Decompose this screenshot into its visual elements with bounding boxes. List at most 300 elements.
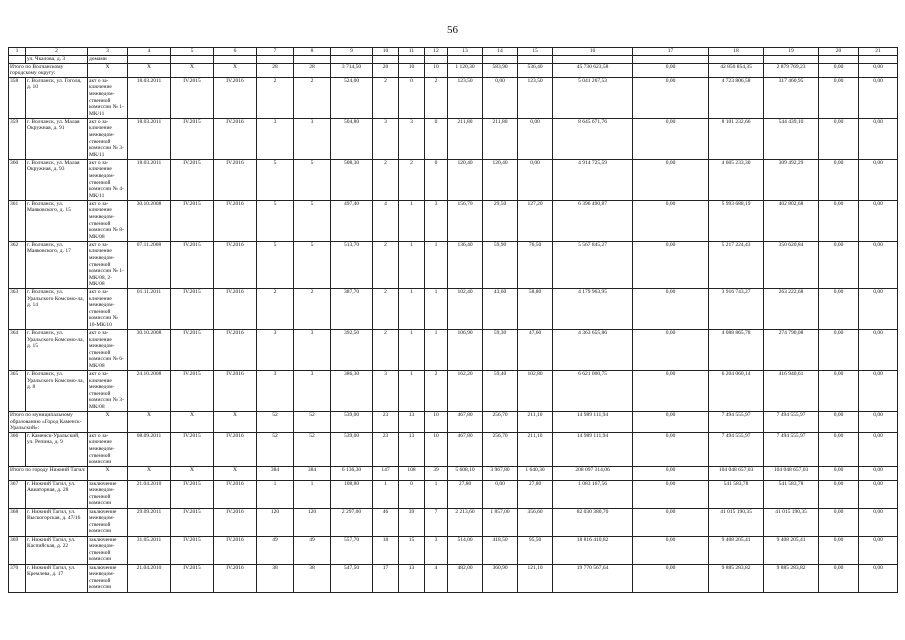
subtotal-value: 7 494 555,97 bbox=[764, 411, 819, 432]
subtotal-label: Итого по муниципальному образованию «Город Каменск-Уральский»: bbox=[9, 411, 88, 432]
value-cell: 5 bbox=[257, 159, 294, 200]
value-cell: 309 492,29 bbox=[764, 159, 819, 200]
value-cell: 4 723 806,58 bbox=[709, 77, 764, 118]
value-cell: 1 bbox=[425, 241, 448, 288]
value-cell: 5 bbox=[294, 200, 331, 241]
value-cell: 120 bbox=[294, 508, 331, 536]
table-row bbox=[9, 480, 898, 508]
subtotal-value: X bbox=[214, 411, 257, 432]
row-number-cell bbox=[9, 56, 26, 64]
subtotal-value: 52 bbox=[294, 411, 331, 432]
value-cell: 41 015 190,35 bbox=[709, 508, 764, 536]
value-cell: 121,10 bbox=[518, 564, 553, 592]
address-cell: г. Волчанск, ул. Маяковского, д. 17 bbox=[26, 241, 88, 288]
value-cell: IV.2016 bbox=[214, 508, 257, 536]
value-cell: 387,70 bbox=[331, 288, 373, 329]
subtotal-value: 0,00 bbox=[633, 466, 709, 480]
value-cell: 0,00 bbox=[633, 480, 709, 508]
column-number-cell: 7 bbox=[257, 48, 294, 56]
value-cell: 547,50 bbox=[331, 564, 373, 592]
value-cell: 3 bbox=[257, 329, 294, 370]
value-cell: 9 408 205,41 bbox=[709, 536, 764, 564]
value-cell: 0,00 bbox=[633, 536, 709, 564]
value-cell: IV.2016 bbox=[214, 77, 257, 118]
value-cell: 7 bbox=[425, 508, 448, 536]
value-cell: 0,00 bbox=[483, 77, 518, 118]
subtotal-label: Итого по городу Нижний Тагил: bbox=[9, 466, 88, 480]
document-cell: акт о за-ключение межведом-ственной комиссии № 4-МК/11 bbox=[88, 159, 128, 200]
row-number-cell: 361 bbox=[9, 200, 26, 241]
value-cell: 1 bbox=[425, 288, 448, 329]
value-cell: 0,00 bbox=[859, 159, 898, 200]
column-number-cell: 19 bbox=[764, 48, 819, 56]
value-cell: 0,00 bbox=[633, 159, 709, 200]
value-cell: 402 802,68 bbox=[764, 200, 819, 241]
value-cell: 5 217 224,43 bbox=[709, 241, 764, 288]
row-number-cell: 358 bbox=[9, 77, 26, 118]
value-cell: 5 567 845,27 bbox=[553, 241, 633, 288]
value-cell: 0 bbox=[399, 77, 425, 118]
subtotal-value: 42 850 854,35 bbox=[709, 63, 764, 77]
subtotal-value: 52 bbox=[257, 411, 294, 432]
value-cell: 211,80 bbox=[483, 118, 518, 159]
subtotal-value: 3 714,50 bbox=[331, 63, 373, 77]
subtotal-value: 384 bbox=[294, 466, 331, 480]
value-cell: 10 bbox=[425, 432, 448, 466]
value-cell: 13 bbox=[399, 432, 425, 466]
subtotal-value: X bbox=[214, 63, 257, 77]
value-cell: 0,00 bbox=[859, 200, 898, 241]
value-cell: IV.2016 bbox=[214, 159, 257, 200]
subtotal-value: 10 bbox=[425, 411, 448, 432]
value-cell: 2 bbox=[373, 159, 399, 200]
value-cell: 1 bbox=[399, 288, 425, 329]
address-cell: г. Нижний Тагил, ул. Кремлева, д. 17 bbox=[26, 564, 88, 592]
column-number-cell: 11 bbox=[399, 48, 425, 56]
row-number-cell: 363 bbox=[9, 288, 26, 329]
value-cell: IV.2016 bbox=[214, 432, 257, 466]
address-cell: г. Нижний Тагил, ул. Каспийская, д. 22 bbox=[26, 536, 88, 564]
value-cell: 211,10 bbox=[518, 432, 553, 466]
value-cell: 0 bbox=[425, 118, 448, 159]
value-cell: 9 408 205,41 bbox=[764, 536, 819, 564]
value-cell: 7 494 555,97 bbox=[709, 432, 764, 466]
address-cell: г. Нижний Тагил, ул. Авиаторная, д. 28 bbox=[26, 480, 88, 508]
subtotal-value: 108 bbox=[399, 466, 425, 480]
value-cell: 1 bbox=[425, 329, 448, 370]
value-cell: 4 914 725,59 bbox=[553, 159, 633, 200]
subtotal-value: X bbox=[214, 466, 257, 480]
subtotal-value: 104 048 657,03 bbox=[709, 466, 764, 480]
value-cell: 0,00 bbox=[859, 480, 898, 508]
value-cell: 1 bbox=[425, 480, 448, 508]
value-cell: 1 bbox=[399, 329, 425, 370]
value-cell: 2 297,00 bbox=[331, 508, 373, 536]
value-cell: 4 088 865,78 bbox=[709, 329, 764, 370]
value-cell: 52 bbox=[294, 432, 331, 466]
value-cell: 123,50 bbox=[448, 77, 483, 118]
column-number-cell: 6 bbox=[214, 48, 257, 56]
value-cell: 3 bbox=[373, 370, 399, 411]
subtotal-row bbox=[9, 466, 898, 480]
value-cell: 0,00 bbox=[819, 432, 859, 466]
column-number-cell: 20 bbox=[819, 48, 859, 56]
value-cell: IV.2015 bbox=[171, 508, 214, 536]
value-cell: 108,80 bbox=[331, 480, 373, 508]
value-cell: 13 bbox=[399, 564, 425, 592]
value-cell: 5 041 267,53 bbox=[553, 77, 633, 118]
value-cell: 4 179 963,95 bbox=[553, 288, 633, 329]
value-cell: 01.11.2011 bbox=[128, 288, 171, 329]
table-row-continued bbox=[9, 56, 898, 64]
value-cell: 59,30 bbox=[483, 329, 518, 370]
value-cell: 29,50 bbox=[483, 200, 518, 241]
value-cell: IV.2016 bbox=[214, 118, 257, 159]
value-cell: 0 bbox=[399, 480, 425, 508]
value-cell: 513,70 bbox=[331, 241, 373, 288]
subtotal-value: 3 967,80 bbox=[483, 466, 518, 480]
value-cell: 29.09.2011 bbox=[128, 508, 171, 536]
value-cell: 18.03.2011 bbox=[128, 77, 171, 118]
subtotal-value: X bbox=[171, 63, 214, 77]
subtotal-label: Итого по Волчанскому городскому округу: bbox=[9, 63, 88, 77]
value-cell: 46 bbox=[373, 508, 399, 536]
value-cell: 0,00 bbox=[819, 480, 859, 508]
value-cell: 102,80 bbox=[518, 370, 553, 411]
address-cell: г. Волчанск, ул. Уральского Комсомо-ла, д. 14 bbox=[26, 288, 88, 329]
value-cell: IV.2016 bbox=[214, 480, 257, 508]
value-cell: 0,00 bbox=[633, 564, 709, 592]
value-cell: IV.2015 bbox=[171, 480, 214, 508]
value-cell: 0,00 bbox=[819, 329, 859, 370]
value-cell: 49 bbox=[257, 536, 294, 564]
value-cell: 350 620,84 bbox=[764, 241, 819, 288]
value-cell: 39 bbox=[399, 508, 425, 536]
value-cell: 38 bbox=[294, 564, 331, 592]
value-cell: 0,00 bbox=[633, 118, 709, 159]
value-cell: 416 940,61 bbox=[764, 370, 819, 411]
subtotal-value: X bbox=[128, 63, 171, 77]
value-cell: 6 621 000,75 bbox=[553, 370, 633, 411]
value-cell: 120,40 bbox=[448, 159, 483, 200]
value-cell: 0,00 bbox=[819, 159, 859, 200]
value-cell: 386,30 bbox=[331, 370, 373, 411]
value-cell: IV.2016 bbox=[214, 370, 257, 411]
document-cell: заключение межведом-ственной комиссии bbox=[88, 480, 128, 508]
value-cell: IV.2015 bbox=[171, 329, 214, 370]
value-cell: 0,00 bbox=[859, 288, 898, 329]
subtotal-value: 0,00 bbox=[859, 63, 898, 77]
document-cell: заключение межведом-ственной комиссии bbox=[88, 564, 128, 592]
value-cell: 0,00 bbox=[859, 536, 898, 564]
value-cell: 2 bbox=[425, 370, 448, 411]
value-cell: 0,00 bbox=[819, 370, 859, 411]
value-cell: 541 583,78 bbox=[709, 480, 764, 508]
value-cell: 2 bbox=[373, 77, 399, 118]
value-cell: 0,00 bbox=[633, 508, 709, 536]
housing-program-table bbox=[8, 47, 898, 593]
table-row bbox=[9, 200, 898, 241]
row-number-cell: 367 bbox=[9, 480, 26, 508]
row-number-cell: 369 bbox=[9, 536, 26, 564]
column-number-cell: 5 bbox=[171, 48, 214, 56]
value-cell: 3 916 743,27 bbox=[709, 288, 764, 329]
table-row bbox=[9, 370, 898, 411]
subtotal-value: X bbox=[171, 466, 214, 480]
value-cell: 0,00 bbox=[633, 329, 709, 370]
value-cell: 2 bbox=[373, 288, 399, 329]
value-cell: 482,00 bbox=[448, 564, 483, 592]
subtotal-value: 45 730 623,58 bbox=[553, 63, 633, 77]
subtotal-value: X bbox=[88, 411, 128, 432]
value-cell: 0,00 bbox=[859, 329, 898, 370]
table-row bbox=[9, 77, 898, 118]
value-cell: 467,80 bbox=[448, 432, 483, 466]
address-cell: г. Волчанск, ул. Малая Окружная, д. 91 bbox=[26, 118, 88, 159]
subtotal-value: 0,00 bbox=[859, 466, 898, 480]
value-cell: 76,50 bbox=[518, 241, 553, 288]
value-cell: 07.11.2008 bbox=[128, 241, 171, 288]
value-cell: 557,70 bbox=[331, 536, 373, 564]
row-number-cell: 366 bbox=[9, 432, 26, 466]
address-cell: г. Волчанск, ул. Малая Окружная, д. 93 bbox=[26, 159, 88, 200]
value-cell: 5 bbox=[294, 241, 331, 288]
subtotal-value: 0,00 bbox=[633, 411, 709, 432]
value-cell: 360,90 bbox=[483, 564, 518, 592]
value-cell: 3 bbox=[257, 118, 294, 159]
value-cell: 43,60 bbox=[483, 288, 518, 329]
value-cell: 59,90 bbox=[483, 241, 518, 288]
document-cell: акт о за-ключение межведом-ственной комиссии № 3-МК/08 bbox=[88, 370, 128, 411]
row-number-cell: 360 bbox=[9, 159, 26, 200]
value-cell: IV.2015 bbox=[171, 77, 214, 118]
value-cell: IV.2015 bbox=[171, 536, 214, 564]
subtotal-value: 384 bbox=[257, 466, 294, 480]
table-row bbox=[9, 288, 898, 329]
subtotal-value: X bbox=[171, 411, 214, 432]
value-cell: 2 bbox=[425, 77, 448, 118]
value-cell: 392,50 bbox=[331, 329, 373, 370]
row-number-cell: 364 bbox=[9, 329, 26, 370]
subtotal-value: 0,00 bbox=[819, 63, 859, 77]
value-cell: IV.2016 bbox=[214, 288, 257, 329]
value-cell: 18.03.2011 bbox=[128, 159, 171, 200]
value-cell: 08.09.2011 bbox=[128, 432, 171, 466]
value-cell: 58,80 bbox=[518, 288, 553, 329]
subtotal-value: 1 120,30 bbox=[448, 63, 483, 77]
value-cell: 0,00 bbox=[859, 241, 898, 288]
value-cell: 0,00 bbox=[859, 118, 898, 159]
value-cell: 0,00 bbox=[819, 288, 859, 329]
value-cell: 0,00 bbox=[819, 77, 859, 118]
value-cell: IV.2016 bbox=[214, 241, 257, 288]
value-cell: 5 bbox=[257, 200, 294, 241]
value-cell: 136,40 bbox=[448, 241, 483, 288]
value-cell: 3 bbox=[425, 536, 448, 564]
value-cell: 106,90 bbox=[448, 329, 483, 370]
subtotal-row bbox=[9, 411, 898, 432]
value-cell: 1 857,00 bbox=[483, 508, 518, 536]
subtotal-value: X bbox=[128, 466, 171, 480]
value-cell: 1 bbox=[399, 241, 425, 288]
value-cell: IV.2015 bbox=[171, 118, 214, 159]
value-cell: 0,00 bbox=[633, 77, 709, 118]
value-cell: 539,00 bbox=[331, 432, 373, 466]
value-cell: 15 bbox=[399, 536, 425, 564]
value-cell: 0,00 bbox=[859, 508, 898, 536]
value-cell: 5 bbox=[294, 159, 331, 200]
value-cell: 0,00 bbox=[859, 77, 898, 118]
table-row bbox=[9, 536, 898, 564]
subtotal-value: 536,40 bbox=[518, 63, 553, 77]
subtotal-value: 39 bbox=[425, 466, 448, 480]
address-cell: г. Волчанск, ул. Гоголя, д. 10 bbox=[26, 77, 88, 118]
document-cell: акт о за-ключение межведом-ственной комиссии № 8-МК/08 bbox=[88, 200, 128, 241]
value-cell: 95,50 bbox=[518, 536, 553, 564]
value-cell: 3 bbox=[294, 370, 331, 411]
value-cell: IV.2016 bbox=[214, 536, 257, 564]
value-cell: 2 bbox=[373, 329, 399, 370]
value-cell: 0,00 bbox=[633, 288, 709, 329]
value-cell: 18 bbox=[373, 536, 399, 564]
column-number-cell: 9 bbox=[331, 48, 373, 56]
value-cell: 8 101 232,66 bbox=[709, 118, 764, 159]
row-number-cell: 370 bbox=[9, 564, 26, 592]
value-cell: 1 bbox=[399, 370, 425, 411]
subtotal-value: 583,90 bbox=[483, 63, 518, 77]
value-cell: 47,60 bbox=[518, 329, 553, 370]
value-cell: 7 494 555,97 bbox=[764, 432, 819, 466]
value-cell: 3 bbox=[373, 118, 399, 159]
row-number-cell: 359 bbox=[9, 118, 26, 159]
value-cell: 0,00 bbox=[819, 536, 859, 564]
value-cell: 504,80 bbox=[331, 118, 373, 159]
document-cell: акт о за-ключение межведом-ственной комиссии № 3-МК/11 bbox=[88, 118, 128, 159]
value-cell: 514,00 bbox=[448, 536, 483, 564]
value-cell: IV.2015 bbox=[171, 564, 214, 592]
value-cell: 4 363 655,86 bbox=[553, 329, 633, 370]
value-cell: 0,00 bbox=[633, 200, 709, 241]
address-cell: ул. Чкалова, д. 3 bbox=[26, 56, 88, 64]
value-cell: 544 439,10 bbox=[764, 118, 819, 159]
table-row bbox=[9, 159, 898, 200]
value-cell: 120 bbox=[257, 508, 294, 536]
subtotal-value: 147 bbox=[373, 466, 399, 480]
subtotal-value: 539,00 bbox=[331, 411, 373, 432]
subtotal-value: 10 bbox=[399, 63, 425, 77]
value-cell: IV.2015 bbox=[171, 200, 214, 241]
table-row bbox=[9, 118, 898, 159]
value-cell: 3 bbox=[399, 118, 425, 159]
value-cell: 317 460,95 bbox=[764, 77, 819, 118]
table-row bbox=[9, 241, 898, 288]
value-cell: 0,00 bbox=[819, 564, 859, 592]
value-cell: 127,20 bbox=[518, 200, 553, 241]
value-cell: 2 bbox=[257, 77, 294, 118]
document-cell: домами bbox=[88, 56, 128, 64]
address-cell: г. Волчанск, ул. Маяковского, д. 15 bbox=[26, 200, 88, 241]
address-cell: г. Каменск-Уральский, ул. Репина, д. 9 bbox=[26, 432, 88, 466]
value-cell: 30.10.2008 bbox=[128, 200, 171, 241]
value-cell: 263 222,68 bbox=[764, 288, 819, 329]
address-cell: г. Волчанск, ул. Уральского Комсомо-ла, д. 15 bbox=[26, 329, 88, 370]
value-cell: 82 030 380,70 bbox=[553, 508, 633, 536]
value-cell: IV.2016 bbox=[214, 200, 257, 241]
subtotal-value: 208 097 314,06 bbox=[553, 466, 633, 480]
value-cell: 3 bbox=[425, 200, 448, 241]
value-cell: IV.2015 bbox=[171, 241, 214, 288]
document-cell: заключение межведом-ственной комиссии bbox=[88, 508, 128, 536]
subtotal-value: X bbox=[88, 466, 128, 480]
column-number-cell: 2 bbox=[26, 48, 88, 56]
subtotal-value: 23 bbox=[373, 411, 399, 432]
value-cell: 6 204 060,14 bbox=[709, 370, 764, 411]
value-cell: 1 bbox=[257, 480, 294, 508]
value-cell: 2 bbox=[373, 241, 399, 288]
subtotal-value: X bbox=[88, 63, 128, 77]
value-cell: 14 989 111,94 bbox=[553, 432, 633, 466]
subtotal-value: 467,80 bbox=[448, 411, 483, 432]
value-cell: 30.10.2008 bbox=[128, 329, 171, 370]
value-cell: 19 770 567,64 bbox=[553, 564, 633, 592]
subtotal-value: 28 bbox=[294, 63, 331, 77]
value-cell: 21.04.2010 bbox=[128, 564, 171, 592]
subtotal-value: 0,00 bbox=[819, 411, 859, 432]
value-cell: 2 213,60 bbox=[448, 508, 483, 536]
value-cell: 3 bbox=[257, 370, 294, 411]
value-cell: 0,00 bbox=[859, 370, 898, 411]
value-cell: 274 790,08 bbox=[764, 329, 819, 370]
value-cell: 18 816 410,82 bbox=[553, 536, 633, 564]
subtotal-value: 28 bbox=[257, 63, 294, 77]
value-cell: 4 bbox=[373, 200, 399, 241]
address-cell: г. Волчанск, ул. Уральского Комсомо-ла, д. 8 bbox=[26, 370, 88, 411]
column-number-cell: 12 bbox=[425, 48, 448, 56]
value-cell: 0,00 bbox=[518, 159, 553, 200]
table-row bbox=[9, 329, 898, 370]
value-cell: 27,80 bbox=[518, 480, 553, 508]
row-number-cell: 362 bbox=[9, 241, 26, 288]
subtotal-value: 0,00 bbox=[859, 411, 898, 432]
value-cell: 17 bbox=[373, 564, 399, 592]
table-row bbox=[9, 432, 898, 466]
value-cell: 3 bbox=[294, 118, 331, 159]
document-cell: акт о за-ключение межведом-ственной комиссии № 10-МК/10 bbox=[88, 288, 128, 329]
page-number: 56 bbox=[447, 24, 458, 36]
value-cell: 31.05.2011 bbox=[128, 536, 171, 564]
value-cell: 5 bbox=[257, 241, 294, 288]
value-cell: 0,00 bbox=[483, 480, 518, 508]
column-number-cell: 4 bbox=[128, 48, 171, 56]
value-cell: 0,00 bbox=[633, 370, 709, 411]
subtotal-value: 0,00 bbox=[633, 63, 709, 77]
value-cell: 120,40 bbox=[483, 159, 518, 200]
subtotal-value: 13 bbox=[399, 411, 425, 432]
value-cell: 0,00 bbox=[819, 118, 859, 159]
column-number-cell: 16 bbox=[553, 48, 633, 56]
subtotal-value: 104 048 657,03 bbox=[764, 466, 819, 480]
value-cell: 0,00 bbox=[633, 432, 709, 466]
value-cell: 0,00 bbox=[633, 241, 709, 288]
value-cell: 0,00 bbox=[859, 564, 898, 592]
table-row bbox=[9, 564, 898, 592]
value-cell: 256,70 bbox=[483, 432, 518, 466]
document-cell: акт о за-ключение межведом-ственной комиссии № 1-МК/11 bbox=[88, 77, 128, 118]
column-number-row bbox=[9, 48, 898, 56]
subtotal-value: 7 494 555,97 bbox=[709, 411, 764, 432]
value-cell: 2 bbox=[399, 159, 425, 200]
value-cell: 24.10.2008 bbox=[128, 370, 171, 411]
